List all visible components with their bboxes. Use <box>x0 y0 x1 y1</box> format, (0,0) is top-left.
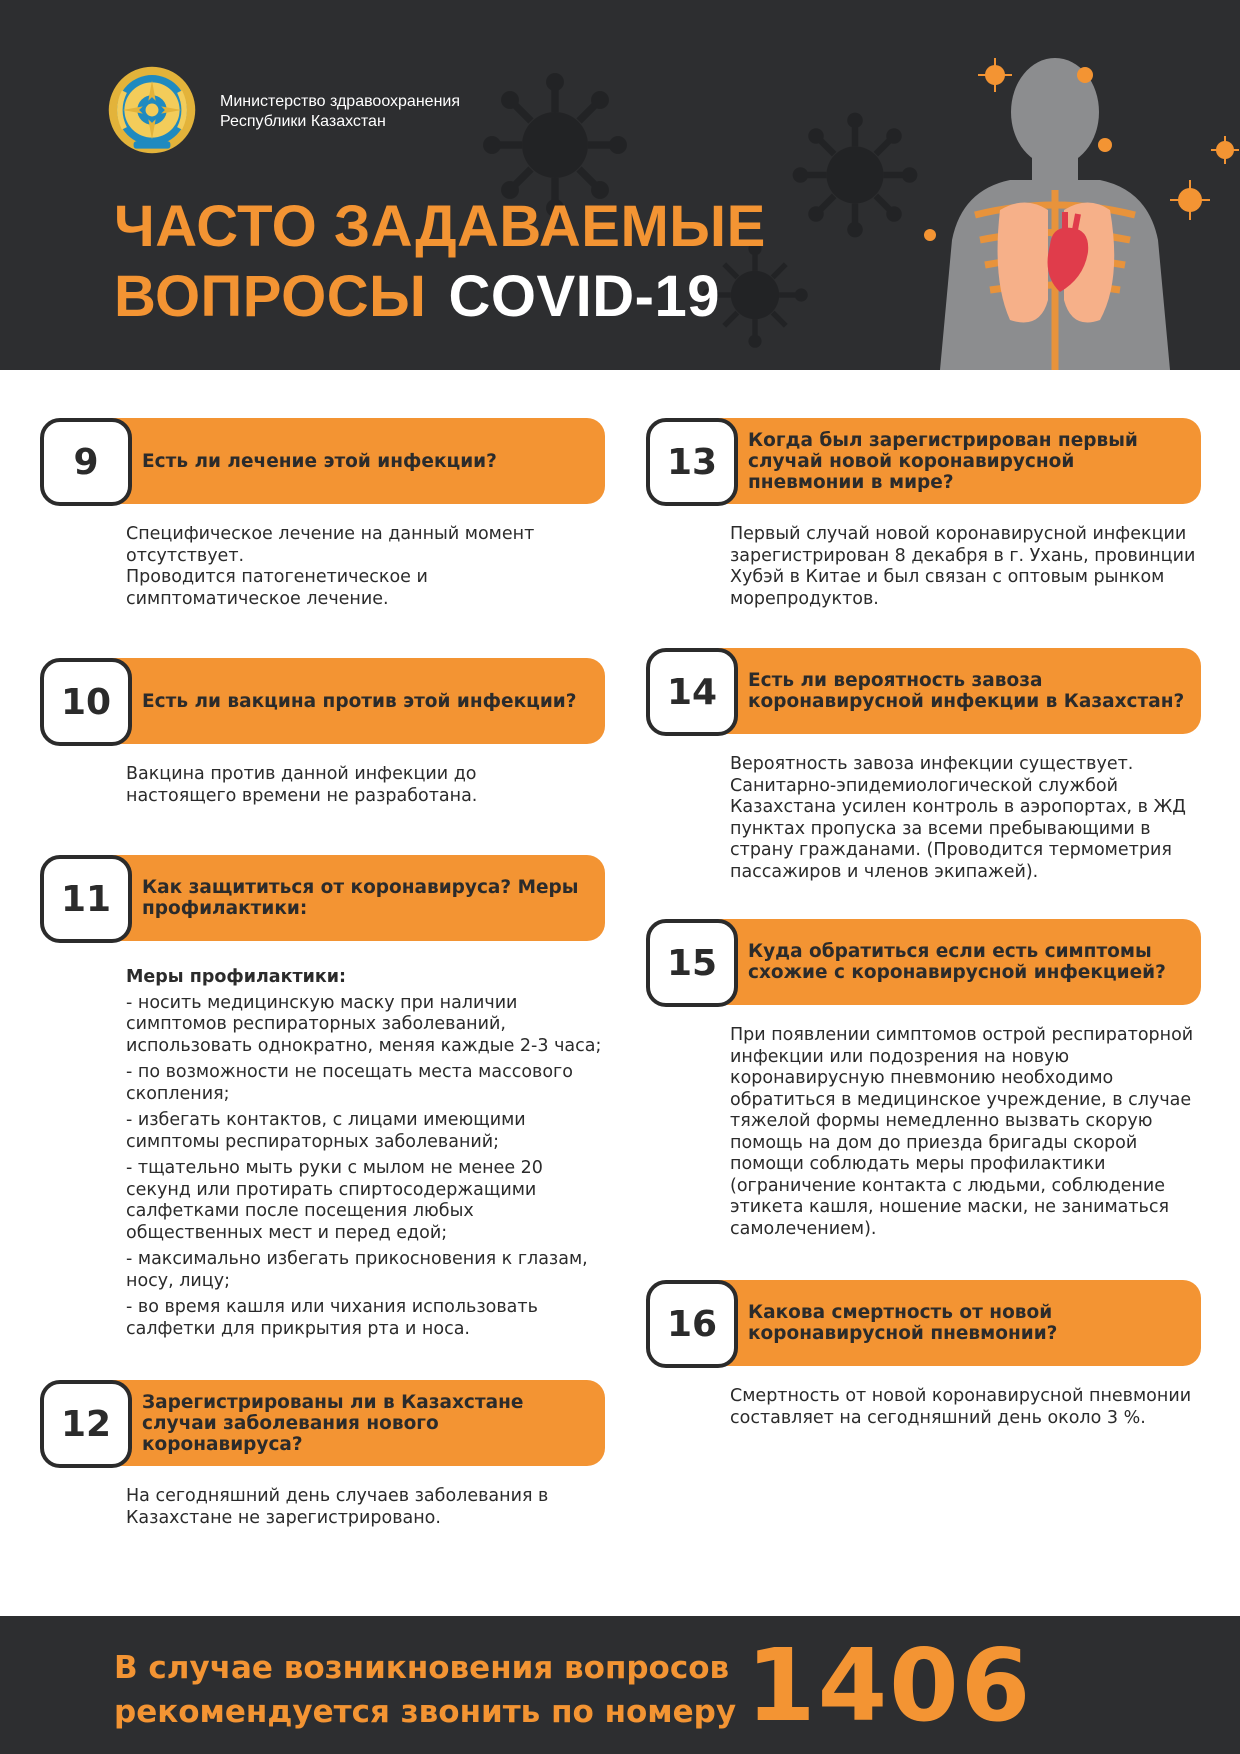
answer-line: настоящего времени не разработана. <box>126 785 478 806</box>
answer-list-item: - тщательно мыть руки с мылом не менее 20 секунд или протирать спиртосодержащими салфетками после посещения любых общественных мест и перед едой; <box>126 1158 543 1243</box>
question-number: 14 <box>646 648 738 736</box>
question-bar <box>60 658 605 744</box>
answer-text <box>126 1486 605 1529</box>
title-covid: COVID-19 <box>448 264 720 329</box>
answer-list-item: - по возможности не посещать места массового скопления; <box>126 1062 573 1104</box>
footer-hotline <box>0 1616 1240 1754</box>
answer-line: отсутствует. <box>126 545 245 566</box>
question-text: Зарегистрированы ли в Казахстане случаи заболевания нового коронавируса? <box>142 1391 524 1455</box>
question-bar <box>666 919 1201 1005</box>
answer-list-item: - во время кашля или чихания использовать салфетки для прикрытия рта и носа. <box>126 1297 538 1339</box>
answer-heading: Меры профилактики: <box>126 967 347 987</box>
faq-item-10 <box>40 658 605 807</box>
question-text: Когда был зарегистрирован первый случай новой коронавирусной пневмонии в мире? <box>748 429 1138 493</box>
footer-line-1: В случае возникновения вопросов <box>114 1650 730 1686</box>
answer-text <box>126 764 605 807</box>
faq-item-12 <box>40 1380 605 1529</box>
question-text: Как защититься от коронавируса? Меры профилактики: <box>142 877 579 919</box>
question-number: 16 <box>646 1280 738 1368</box>
question-bar <box>666 648 1201 734</box>
answer-line: Вакцина против данной инфекции до <box>126 764 477 784</box>
question-bar <box>666 418 1201 504</box>
question-number: 9 <box>40 418 132 506</box>
footer-message <box>114 1646 736 1734</box>
question-bar <box>60 1380 605 1466</box>
title-line-1: ЧАСТО ЗАДАВАЕМЫЕ <box>114 194 766 259</box>
question-text: Какова смертность от новой коронавирусной пневмонии? <box>748 1302 1058 1344</box>
answer-list-item: - максимально избегать прикосновения к глазам, носу, лицу; <box>126 1249 588 1291</box>
question-number: 10 <box>40 658 132 746</box>
answer-line: Проводится патогенетическое и <box>126 567 428 587</box>
title-line-2 <box>114 262 766 332</box>
footer-line-2: рекомендуется звонить по номеру <box>114 1694 737 1730</box>
faq-column-right <box>646 418 1201 1429</box>
ministry-line-2: Республики Казахстан <box>220 113 386 130</box>
question-number: 12 <box>40 1380 132 1468</box>
answer-text: Вероятность завоза инфекции существует. Санитарно-эпидемиологической службой Казахстана усилен контроль в аэропортах, в ЖД пунктах пропуска за всеми пребывающими в страну гражданами. (Проводится термометрия пассажиров и членов экипажей). <box>730 754 1186 882</box>
faq-item-11 <box>40 855 605 1340</box>
faq-item-13 <box>646 418 1201 610</box>
question-text: Есть ли вакцина против этой инфекции? <box>142 690 577 712</box>
question-number: 13 <box>646 418 738 506</box>
answer-text <box>126 524 605 610</box>
faq-item-15 <box>646 919 1201 1240</box>
human-body-lungs-heart-icon <box>900 30 1240 370</box>
answer-line: Специфическое лечение на данный момент <box>126 524 535 544</box>
question-number: 15 <box>646 919 738 1007</box>
title-questions: ВОПРОСЫ <box>114 264 427 329</box>
answer-text: Смертность от новой коронавирусной пневмонии составляет на сегодняшний день около 3 %. <box>730 1386 1192 1428</box>
answer-line: симптоматическое лечение. <box>126 588 389 609</box>
hotline-number: 1406 <box>746 1627 1033 1744</box>
question-bar <box>60 855 605 941</box>
question-number: 11 <box>40 855 132 943</box>
header-banner <box>0 0 1240 370</box>
faq-column-left <box>40 418 605 1529</box>
state-emblem-icon <box>106 64 198 156</box>
ministry-name <box>220 92 460 132</box>
faq-item-14 <box>646 648 1201 883</box>
answer-list-item: - носить медицинскую маску при наличии симптомов респираторных заболеваний, использовать однократно, меняя каждые 2-3 часа; <box>126 992 602 1056</box>
faq-item-9 <box>40 418 605 610</box>
answer-line: На сегодняшний день случаев заболевания в <box>126 1486 549 1506</box>
answer-text: Первый случай новой коронавирусной инфекции зарегистрирован 8 декабря в г. Ухань, провинции Хубэй в Китае и был связан с оптовым рынком морепродуктов. <box>730 524 1196 609</box>
faq-item-16 <box>646 1280 1201 1429</box>
question-text: Есть ли лечение этой инфекции? <box>142 450 497 472</box>
answer-text <box>126 967 605 1340</box>
question-bar <box>666 1280 1201 1366</box>
answer-text: При появлении симптомов острой респираторной инфекции или подозрения на новую коронавирусную пневмонию необходимо обратиться в медицинское учреждение, в случае тяжелой формы немедленно вызвать скорую помощь на дом до приезда бригады скорой помощи соблюдать меры профилактики (ограничение контакта с людьми, соблюдение этикета кашля, ношение маски, не заниматься самолечением). <box>730 1025 1194 1239</box>
question-text: Куда обратиться если есть симптомы схожие с коронавирусной инфекцией? <box>748 941 1166 983</box>
page-title <box>114 192 766 332</box>
ministry-line-1: Министерство здравоохранения <box>220 93 460 110</box>
answer-list-item: - избегать контактов, с лицами имеющими симптомы респираторных заболеваний; <box>126 1110 526 1152</box>
question-bar <box>73 418 605 504</box>
answer-line: Казахстане не зарегистрировано. <box>126 1507 441 1528</box>
question-text: Есть ли вероятность завоза коронавирусной инфекции в Казахстан? <box>748 670 1185 712</box>
